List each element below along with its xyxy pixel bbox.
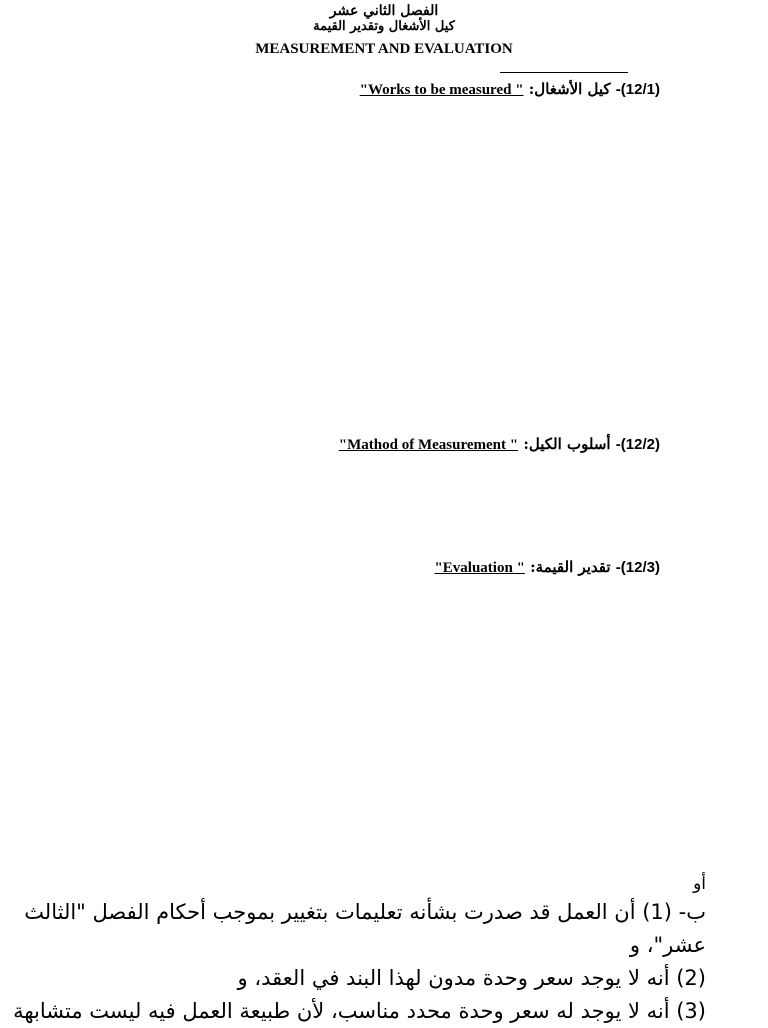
chapter-title: الفصل الثاني عشر bbox=[329, 3, 439, 19]
section-number: (12/2)- bbox=[615, 436, 660, 453]
header-divider bbox=[500, 72, 628, 73]
section-title-ar: كيل الأشغال: bbox=[528, 80, 611, 98]
section-heading bbox=[20, 558, 660, 577]
large-line: (3) أنه لا يوجد له سعر وحدة محدد مناسب، لأن طبيعة العمل فيه ليست متشابهة bbox=[13, 999, 706, 1023]
chapter-english-title: MEASUREMENT AND EVALUATION bbox=[255, 41, 513, 57]
large-line: (2) أنه لا يوجد سعر وحدة مدون لهذا البند في العقد، و bbox=[237, 966, 706, 990]
large-line: ب- (1) أن العمل قد صدرت بشأنه تعليمات بتغيير بموجب أحكام الفصل "الثالث bbox=[24, 900, 706, 924]
large-line: عشر"، و bbox=[629, 933, 706, 957]
large-text-block bbox=[6, 872, 706, 1028]
section-title-en: "Evaluation " bbox=[434, 560, 525, 576]
section-12-3 bbox=[20, 558, 660, 577]
or-label: أو bbox=[693, 874, 706, 894]
section-heading bbox=[20, 435, 660, 454]
section-title-en: "Mathod of Measurement " bbox=[338, 437, 519, 453]
section-heading bbox=[20, 80, 660, 99]
section-number: (12/3)- bbox=[615, 559, 660, 576]
section-12-2 bbox=[20, 435, 660, 454]
section-12-1 bbox=[20, 80, 660, 99]
section-title-ar: تقدير القيمة: bbox=[530, 558, 611, 576]
chapter-subtitle: كيل الأشغال وتقدير القيمة bbox=[313, 19, 455, 34]
section-title-ar: أسلوب الكيل: bbox=[523, 435, 611, 453]
section-number: (12/1)- bbox=[615, 81, 660, 98]
section-title-en: "Works to be measured " bbox=[359, 82, 524, 98]
